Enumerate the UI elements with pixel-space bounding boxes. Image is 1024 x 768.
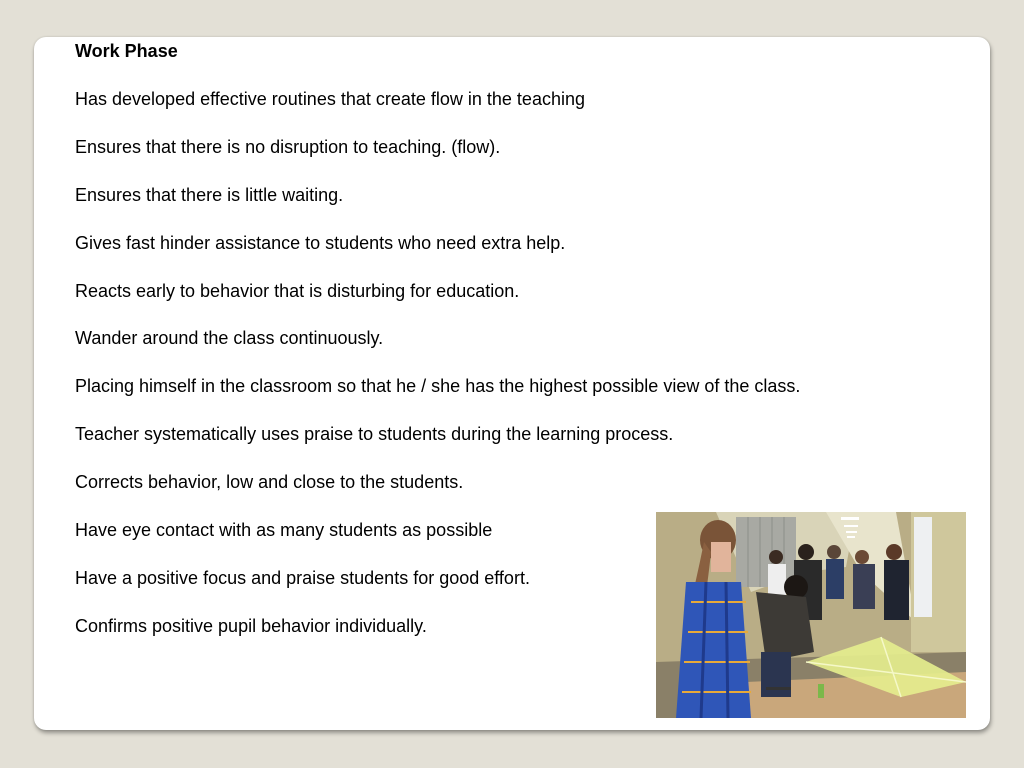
list-item: Teacher systematically uses praise to students during the learning process. <box>75 424 674 445</box>
list-item: Confirms positive pupil behavior individually. <box>75 615 427 636</box>
list-item: Corrects behavior, low and close to the students. <box>75 472 464 493</box>
list-item: Ensures that there is no disruption to teaching. (flow). <box>75 136 501 157</box>
list-item: Has developed effective routines that create flow in the teaching <box>75 89 585 109</box>
list-item: Wander around the class continuously. <box>75 328 384 349</box>
list-item: Ensures that there is little waiting. <box>75 184 344 205</box>
slide-title: Work Phase <box>75 41 178 61</box>
list-item: Have eye contact with as many students as possible <box>75 520 493 541</box>
list-item: Gives fast hinder assistance to students who need extra help. <box>75 232 566 253</box>
list-item: Reacts early to behavior that is disturbing for education. <box>75 280 520 301</box>
list-item: Have a positive focus and praise students for good effort. <box>75 567 530 588</box>
classroom-photo <box>656 512 966 718</box>
list-item: Placing himself in the classroom so that he / she has the highest possible view of the class. <box>75 376 801 397</box>
